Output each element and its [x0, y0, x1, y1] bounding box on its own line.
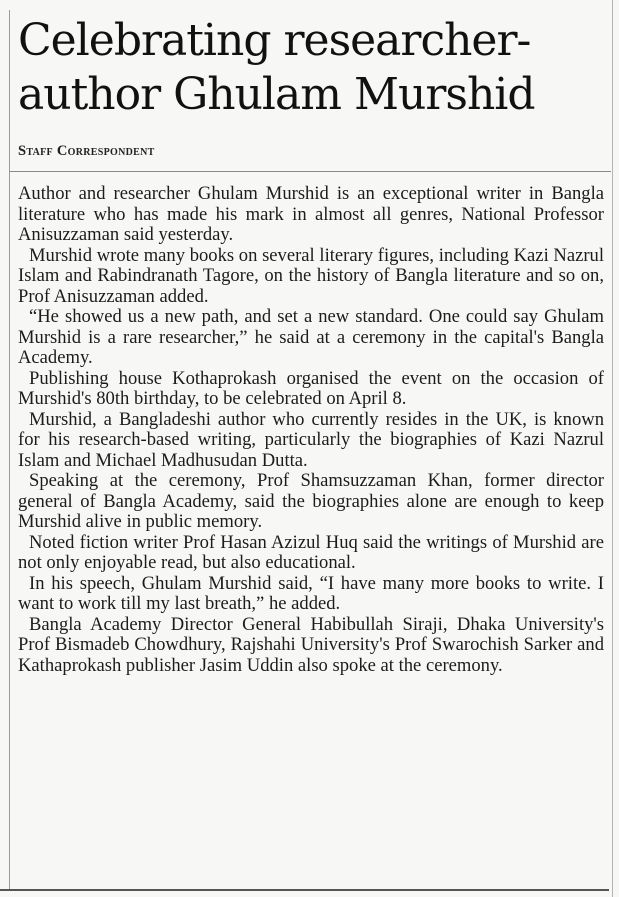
article-body: [18, 184, 604, 676]
article-paragraph: In his speech, Ghulam Murshid said, “I have many more books to write. I want to work till my last breath,” he added.: [18, 572, 604, 614]
article-paragraph: Murshid wrote many books on several literary figures, including Kazi Nazrul Islam and Rabindranath Tagore, on the history of Bangla literature and so on, Prof Anisuzzaman added.: [18, 244, 604, 307]
column-rule-left: [9, 10, 10, 890]
article-paragraph: Murshid, a Bangladeshi author who currently resides in the UK, is known for his research-based writing, particularly the biographies of Kazi Nazrul Islam and Michael Madhusudan Dutta.: [18, 408, 604, 471]
article-paragraph: Bangla Academy Director General Habibullah Siraji, Dhaka University's Prof Bismadeb Chowdhury, Rajshahi University's Prof Swarochish Sarker and Kathaprokash publisher Jasim Uddin also spoke at the ceremony.: [18, 613, 604, 676]
article-paragraph: “He showed us a new path, and set a new standard. One could say Ghulam Murshid is a rare researcher,” he said at a ceremony in the capital's Bangla Academy.: [18, 306, 604, 368]
byline-divider: [10, 171, 611, 172]
article-paragraph: Publishing house Kothaprokash organised the event on the occasion of Murshid's 80th birthday, to be celebrated on April 8.: [18, 367, 604, 409]
column-rule-right: [612, 0, 613, 897]
article-byline: Staff Correspondent: [18, 143, 155, 159]
article-headline: Celebrating researcher-author Ghulam Murshid: [18, 15, 535, 120]
article-paragraph: Noted fiction writer Prof Hasan Azizul Huq said the writings of Murshid are not only enjoyable read, but also educational.: [18, 531, 604, 573]
article-paragraph: Author and researcher Ghulam Murshid is an exceptional writer in Bangla literature who has made his mark in almost all genres, National Professor Anisuzzaman said yesterday.: [18, 183, 604, 245]
article-paragraph: Speaking at the ceremony, Prof Shamsuzzaman Khan, former director general of Bangla Academy, said the biographies alone are enough to keep Murshid alive in public memory.: [18, 470, 604, 532]
bottom-rule: [0, 889, 609, 891]
